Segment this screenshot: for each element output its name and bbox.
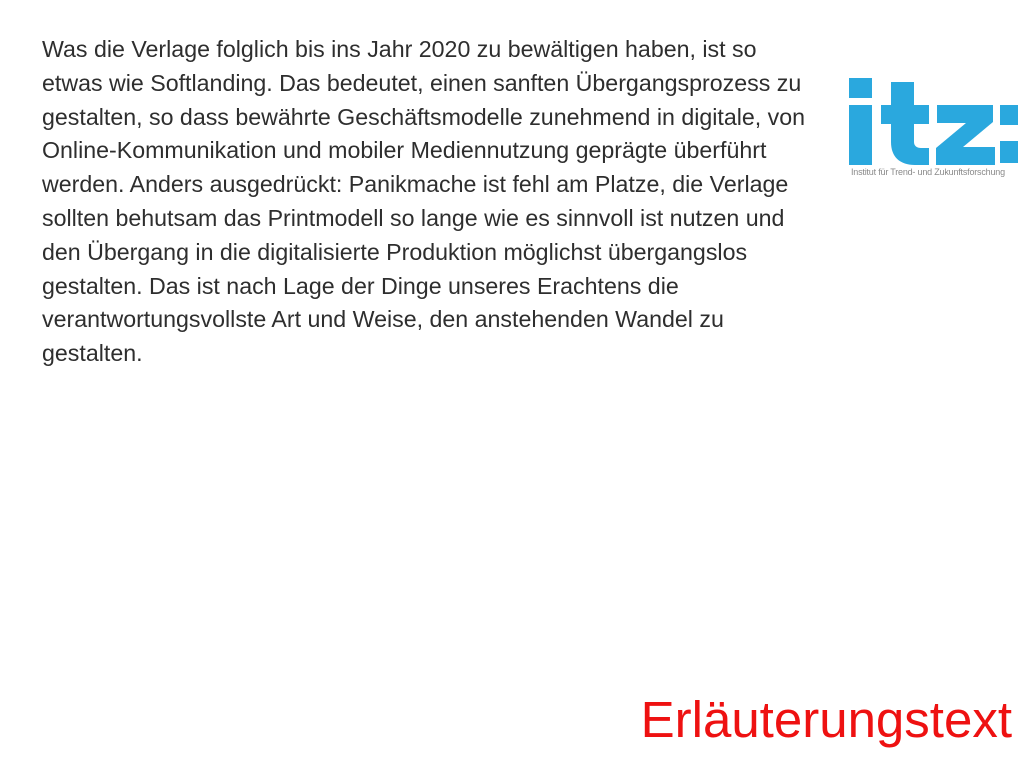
logo-colon-top	[1000, 105, 1018, 125]
logo-colon-bottom	[1000, 141, 1018, 163]
footer-label: Erläuterungstext	[640, 691, 1012, 748]
logo-wordmark-text: itz:	[845, 78, 847, 79]
logo-caption: Institut für Trend- und Zukunftsforschung	[851, 167, 1005, 177]
body-paragraph: Was die Verlage folglich bis ins Jahr 2020 zu bewältigen haben, ist so etwas wie Softlanding. Das bedeutet, einen sanften Übergangsprozess zu gestalten, so dass bewährte Geschäftsmodelle zunehmend in digitale, von Online-Kommunikation und mobiler Mediennutzung geprägte überführt werden. Anders ausgedrückt: Panikmache ist fehl am Platze, die Verlage sollten behutsam das Printmodell so lange wie es sinnvoll ist nutzen und den Übergang in die digitalisierte Produktion möglichst übergangslos gestalten. Das ist nach Lage der Dinge unseres Erachtens die verantwortungsvollste Art und Weise, den anstehenden Wandel zu gestalten.	[42, 36, 806, 367]
